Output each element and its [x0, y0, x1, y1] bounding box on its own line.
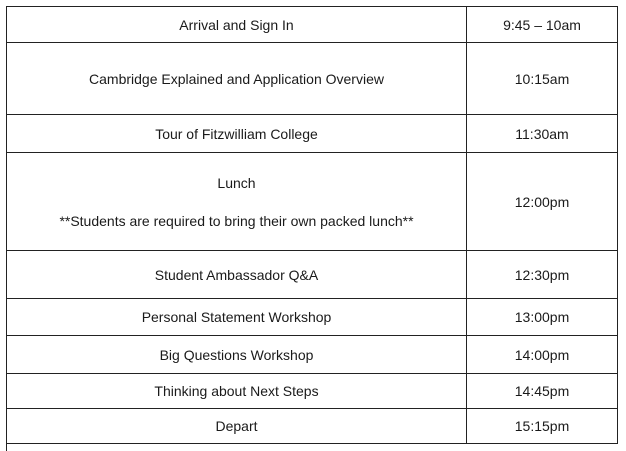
schedule-body [7, 7, 618, 444]
lunch-note: **Students are required to bring their own packed lunch** [59, 212, 414, 229]
activity-cell: Arrival and Sign In [7, 7, 467, 43]
time-cell: 13:00pm [467, 299, 618, 336]
time-cell: 11:30am [467, 115, 618, 153]
activity-cell: Thinking about Next Steps [7, 374, 467, 409]
table-row [7, 115, 618, 153]
table-row [7, 251, 618, 299]
activity-cell [7, 153, 467, 251]
time-cell: 12:30pm [467, 251, 618, 299]
table-row [7, 7, 618, 43]
table-row [7, 374, 618, 409]
time-cell: 14:45pm [467, 374, 618, 409]
table-row [7, 43, 618, 115]
activity-cell: Big Questions Workshop [7, 336, 467, 374]
activity-cell: Depart [7, 409, 467, 444]
table-row [7, 409, 618, 444]
activity-cell: Tour of Fitzwilliam College [7, 115, 467, 153]
lunch-label: Lunch [217, 174, 256, 191]
activity-cell: Cambridge Explained and Application Overview [7, 43, 467, 115]
schedule-table [6, 6, 618, 444]
table-row [7, 153, 618, 251]
time-cell: 10:15am [467, 43, 618, 115]
time-cell: 14:00pm [467, 336, 618, 374]
table-edge-line [6, 443, 7, 451]
activity-cell: Student Ambassador Q&A [7, 251, 467, 299]
time-cell: 9:45 – 10am [467, 7, 618, 43]
time-cell: 12:00pm [467, 153, 618, 251]
table-row [7, 336, 618, 374]
activity-cell: Personal Statement Workshop [7, 299, 467, 336]
table-row [7, 299, 618, 336]
time-cell: 15:15pm [467, 409, 618, 444]
